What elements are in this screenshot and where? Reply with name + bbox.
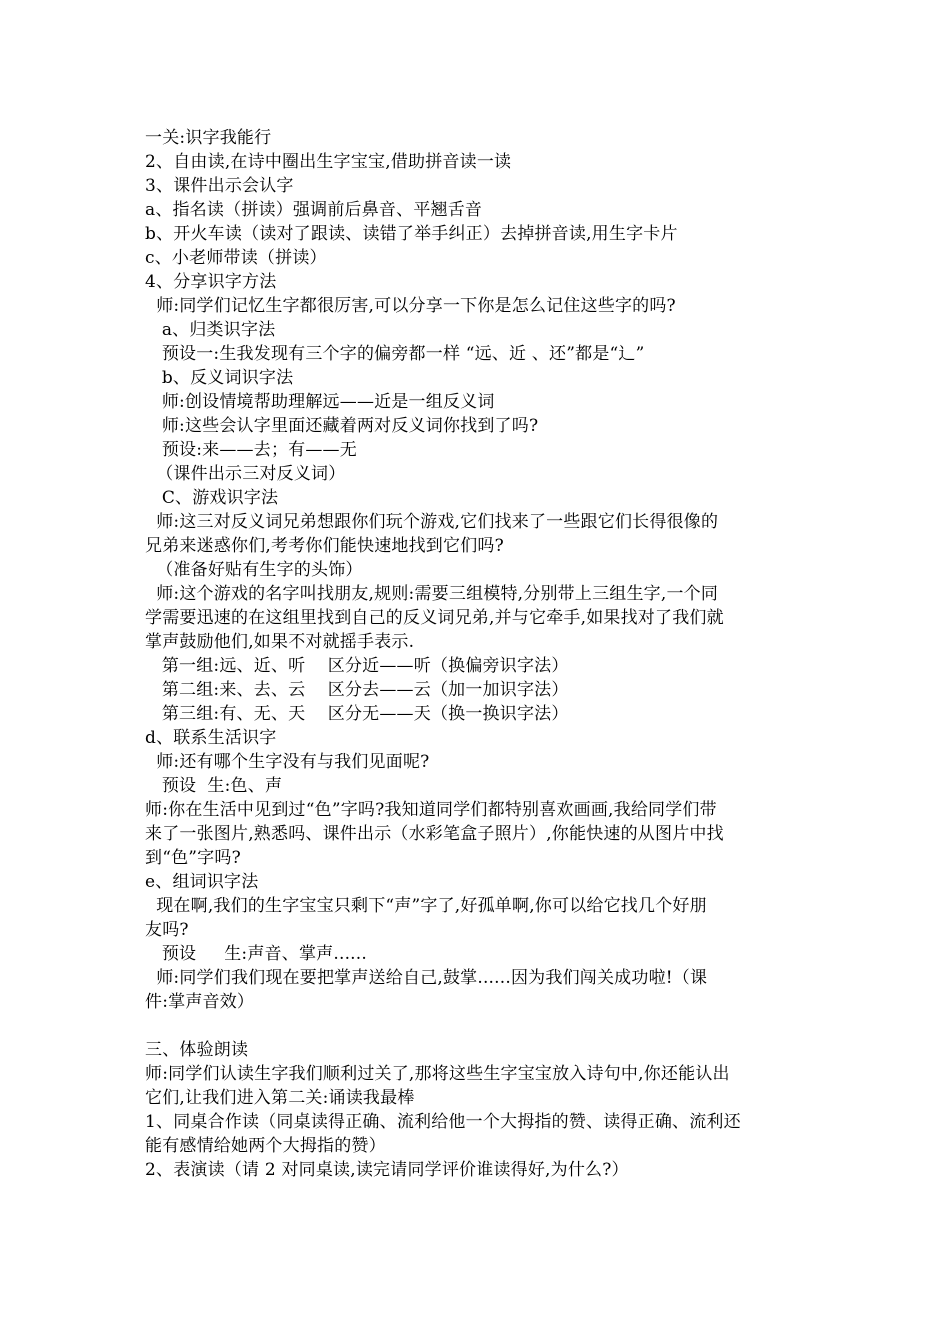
text-line-11: b、反义词识字法 — [145, 368, 294, 388]
text-line-20: 师:这个游戏的名字叫找朋友,规则:需要三组模特,分别带上三组生字,一个同 — [145, 584, 719, 604]
text-line-8: 师:同学们记忆生字都很厉害,可以分享一下你是怎么记住这些字的吗? — [145, 296, 676, 316]
text-line-5: b、开火车读（读对了跟读、读错了举手纠正）去掉拼音读,用生字卡片 — [145, 224, 678, 244]
text-line-33: 现在啊,我们的生字宝宝只剩下“声”字了,好孤单啊,你可以给它找几个好朋 — [145, 896, 707, 916]
text-line-21: 学需要迅速的在这组里找到自己的反义词兄弟,并与它牵手,如果找对了我们就 — [145, 608, 724, 628]
text-line-15: （课件出示三对反义词） — [145, 464, 346, 484]
text-line-25: 第三组:有、无、天 区分无——天（换一换识字法） — [145, 704, 569, 724]
text-line-29: 师:你在生活中见到过“色”字吗?我知道同学们都特别喜欢画画,我给同学们带 — [145, 800, 717, 820]
text-line-27: 师:还有哪个生字没有与我们见面呢? — [145, 752, 430, 772]
text-line-22: 掌声鼓励他们,如果不对就摇手表示. — [145, 632, 415, 652]
text-line-1: 一关:识字我能行 — [145, 128, 272, 148]
text-line-32: e、组词识字法 — [145, 872, 259, 892]
document-body — [145, 126, 815, 1182]
text-line-44: 2、表演读（请 2 对同桌读,读完请同学评价谁读得好,为什么?） — [145, 1160, 629, 1180]
text-line-14: 预设:来——去；有——无 — [145, 440, 357, 460]
text-line-43: 能有感情给她两个大拇指的赞） — [145, 1136, 386, 1156]
text-line-18: 兄弟来迷惑你们,考考你们能快速地找到它们吗? — [145, 536, 504, 556]
text-line-40: 师:同学们认读生字我们顺利过关了,那将这些生字宝宝放入诗句中,你还能认出 — [145, 1064, 730, 1084]
section-heading: 三、体验朗读 — [145, 1040, 249, 1060]
text-line-12: 师:创设情境帮助理解远——近是一组反义词 — [145, 392, 495, 412]
text-line-23: 第一组:远、近、听 区分近——听（换偏旁识字法） — [145, 656, 569, 676]
text-line-26: d、联系生活识字 — [145, 728, 277, 748]
text-line-19: （准备好贴有生字的头饰） — [145, 560, 363, 580]
text-line-7: 4、分享识字方法 — [145, 272, 277, 292]
text-line-6: c、小老师带读（拼读） — [145, 248, 327, 268]
text-line-42: 1、同桌合作读（同桌读得正确、流利给他一个大拇指的赞、读得正确、流利还 — [145, 1112, 741, 1132]
blank-line — [145, 1014, 815, 1038]
text-line-16: C、游戏识字法 — [145, 488, 279, 508]
text-line-30: 来了一张图片,熟悉吗、课件出示（水彩笔盒子照片）,你能快速的从图片中找 — [145, 824, 724, 844]
text-line-3: 3、课件出示会认字 — [145, 176, 294, 196]
text-line-41: 它们,让我们进入第二关:诵读我最棒 — [145, 1088, 415, 1108]
text-line-10: 预设一:生我发现有三个字的偏旁都一样 “远、近 、还”都是“辶” — [145, 344, 645, 364]
text-line-17: 师:这三对反义词兄弟想跟你们玩个游戏,它们找来了一些跟它们长得很像的 — [145, 512, 719, 532]
text-line-36: 师:同学们我们现在要把掌声送给自己,鼓掌......因为我们闯关成功啦!（课 — [145, 968, 708, 988]
text-line-34: 友吗? — [145, 920, 189, 940]
text-line-31: 到“色”字吗? — [145, 848, 241, 868]
text-line-37: 件:掌声音效） — [145, 992, 255, 1012]
text-line-35: 预设 生:声音、掌声...... — [145, 944, 367, 964]
text-line-2: 2、自由读,在诗中圈出生字宝宝,借助拼音读一读 — [145, 152, 512, 172]
text-line-24: 第二组:来、去、云 区分去——云（加一加识字法） — [145, 680, 569, 700]
text-line-28: 预设 生:色、声 — [145, 776, 283, 796]
text-line-4: a、指名读（拼读）强调前后鼻音、平翘舌音 — [145, 200, 483, 220]
text-line-9: a、归类识字法 — [145, 320, 276, 340]
text-line-13: 师:这些会认字里面还藏着两对反义词你找到了吗? — [145, 416, 539, 436]
